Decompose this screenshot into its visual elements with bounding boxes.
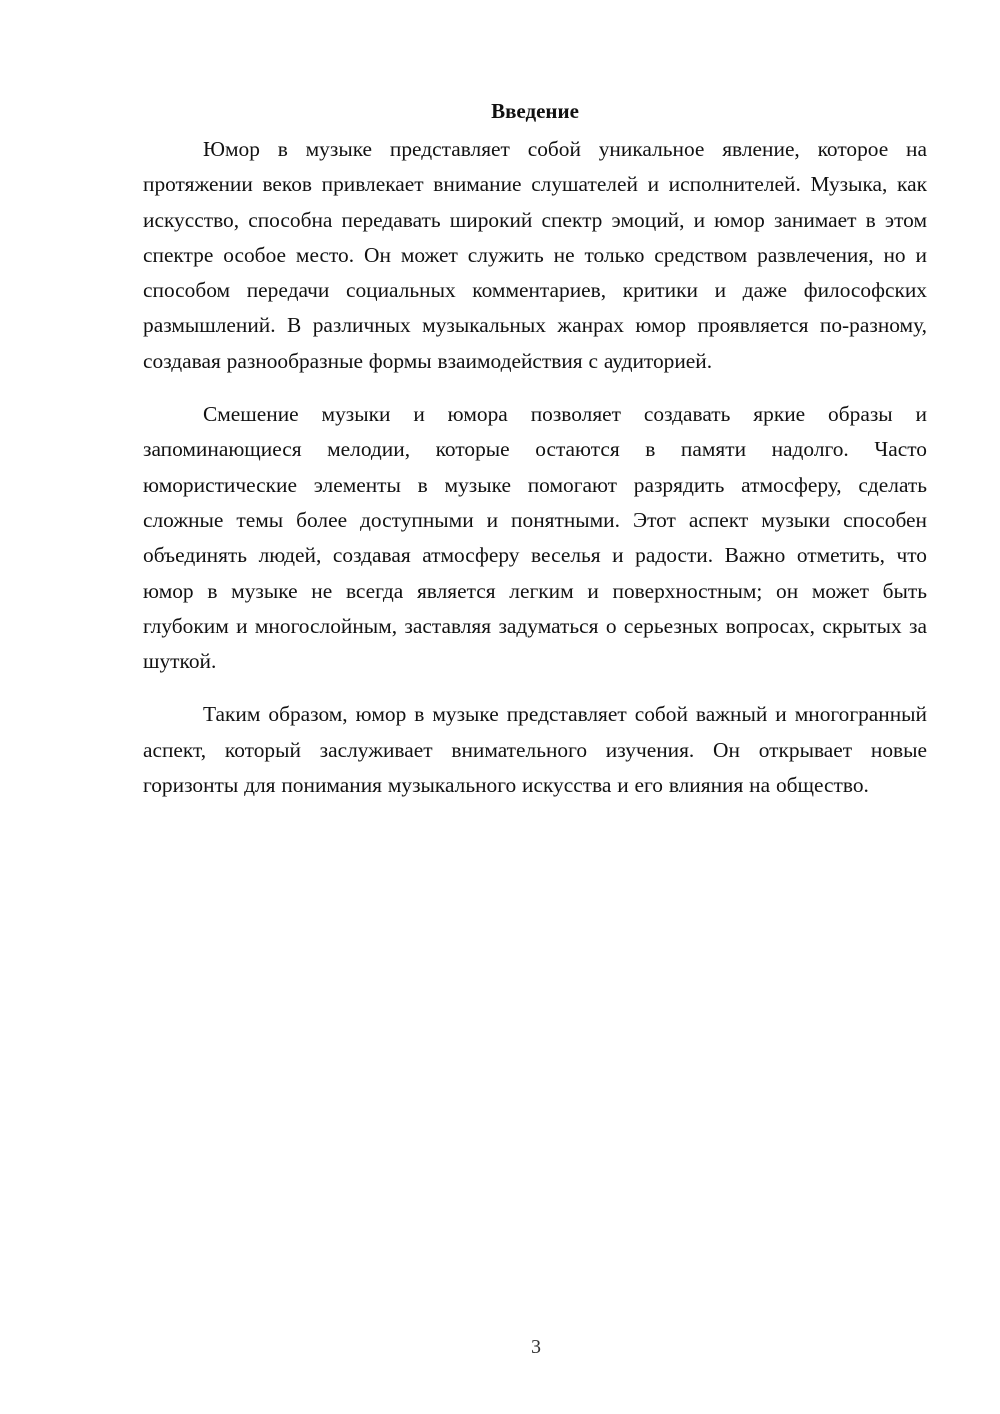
paragraph-1: Юмор в музыке представляет собой уникальное явление, которое на протяжении веков привлекает внимание слушателей и исполнителей. Музыка, как искусство, способна передавать широкий спектр эмоций, и юмор занимает в этом спектре особое место. Он может служить не только средством развлечения, но и способом передачи социальных комментариев, критики и даже философских размышлений. В различных музыкальных жанрах юмор проявляется по-разному, создавая разнообразные формы взаимодействия с аудиторией. — [143, 137, 927, 373]
paragraph-3: Таким образом, юмор в музыке представляет собой важный и многогранный аспект, который заслуживает внимательного изучения. Он открывает новые горизонты для понимания музыкального искусства и его влияния на общество. — [143, 702, 927, 798]
page-number: 3 — [531, 1336, 541, 1358]
section-title: Введение — [491, 99, 579, 123]
paragraph-2: Смешение музыки и юмора позволяет создавать яркие образы и запоминающиеся мелодии, которые остаются в памяти надолго. Часто юмористические элементы в музыке помогают разрядить атмосферу, сделать сложные темы более доступными и понятными. Этот аспект музыки способен объединять людей, создавая атмосферу веселья и радости. Важно отметить, что юмор в музыке не всегда является легким и поверхностным; он может быть глубоким и многослойным, заставляя задуматься о серьезных вопросах, скрытых за шуткой. — [143, 402, 927, 674]
page-content — [143, 96, 927, 821]
